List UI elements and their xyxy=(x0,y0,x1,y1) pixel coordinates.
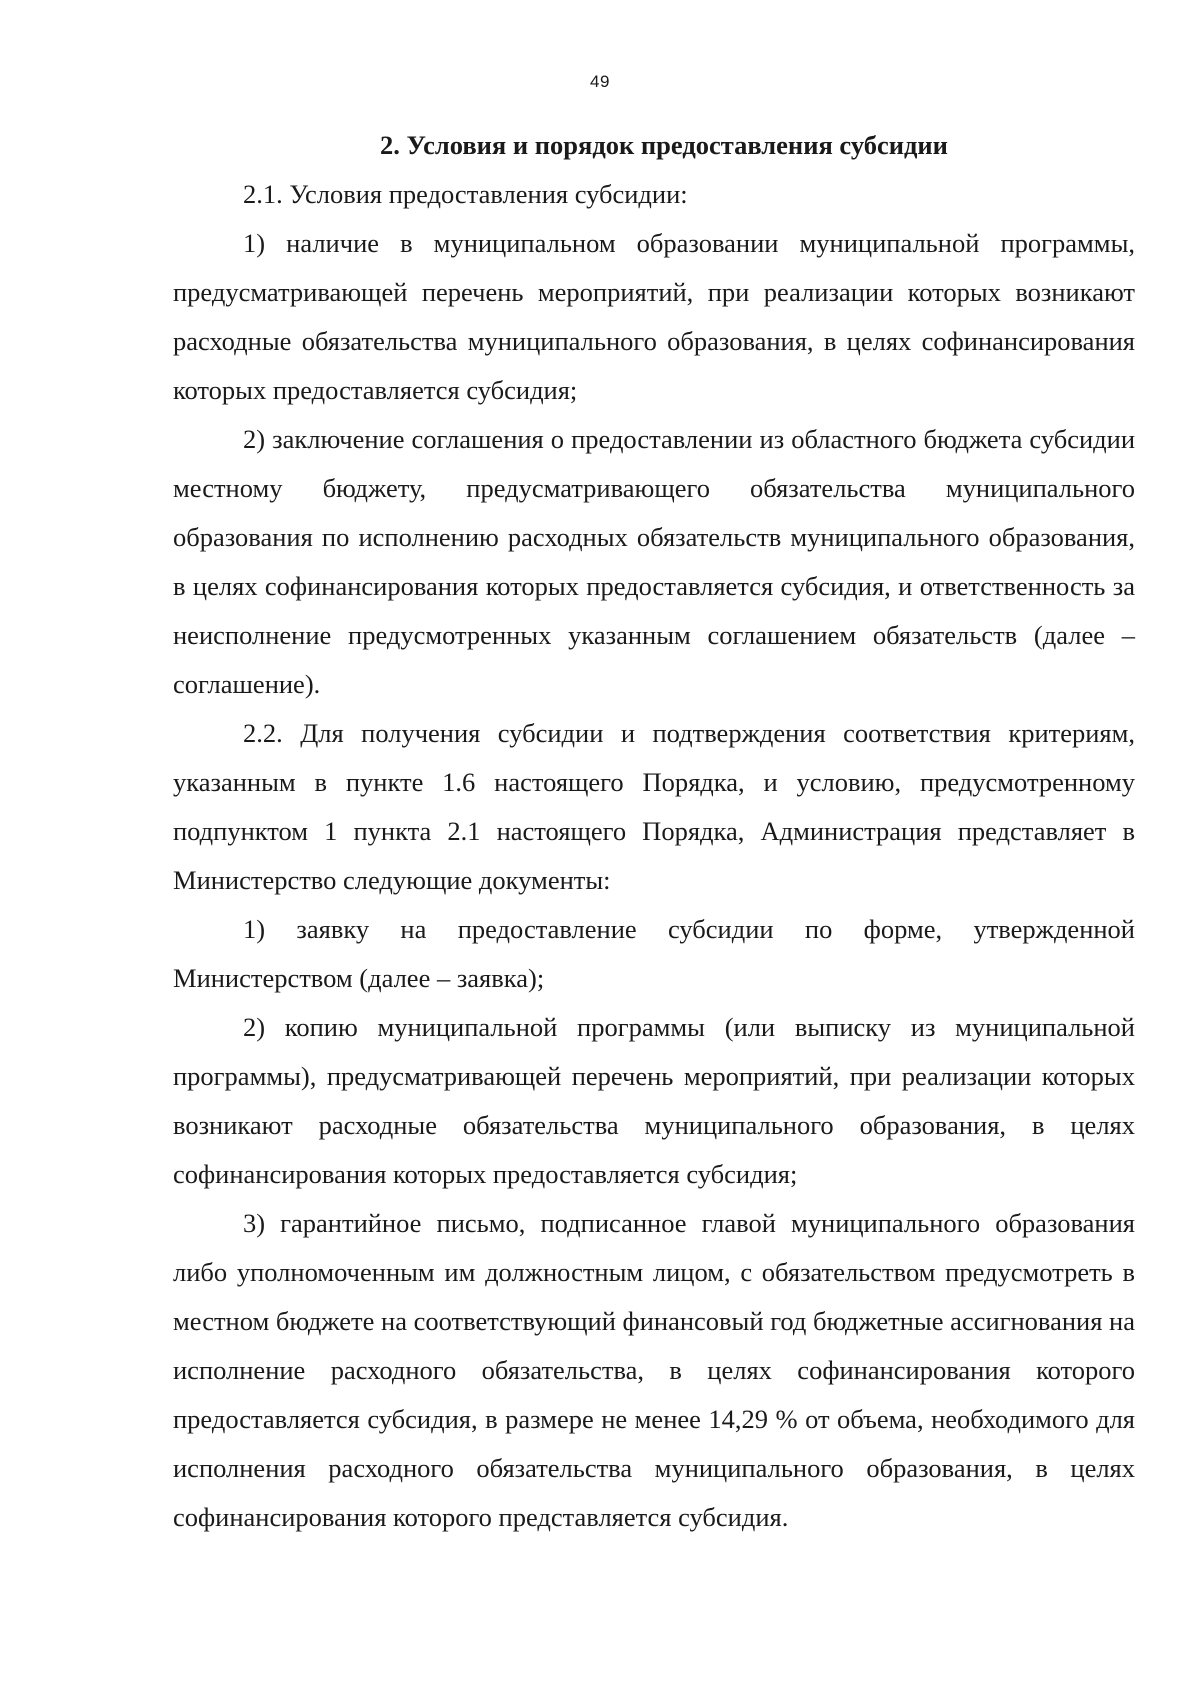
paragraph-2-1-item-2: 2) заключение соглашения о предоставлении из областного бюджета субсидии местному бюджету, предусматривающего обязательства муниципального образования по исполнению расходных обязательств муниципального образования, в целях софинансирования которых предоставляется субсидия, и ответственность за неисполнение предусмотренных указанным соглашением обязательств (далее – соглашение). xyxy=(173,424,1135,699)
paragraph-2-2: 2.2. Для получения субсидии и подтверждения соответствия критериям, указанным в пункте 1.6 настоящего Порядка, и условию, предусмотренному подпунктом 1 пункта 2.1 настоящего Порядка, Администрация представляет в Министерство следующие документы: xyxy=(173,718,1135,895)
paragraph-2-1-item-1: 1) наличие в муниципальном образовании муниципальной программы, предусматривающей перечень мероприятий, при реализации которых возникают расходные обязательства муниципального образования, в целях софинансирования которых предоставляется субсидия; xyxy=(173,228,1135,405)
paragraph-2-2-item-2: 2) копию муниципальной программы (или выписку из муниципальной программы), предусматривающей перечень мероприятий, при реализации которых возникают расходные обязательства муниципального образования, в целях софинансирования которых предоставляется субсидия; xyxy=(173,1012,1135,1189)
page-number: 49 xyxy=(590,72,610,91)
section-title: 2. Условия и порядок предоставления субсидии xyxy=(380,130,948,160)
paragraph-2-1: 2.1. Условия предоставления субсидии: xyxy=(243,179,688,209)
paragraph-2-2-item-3: 3) гарантийное письмо, подписанное главой муниципального образования либо уполномоченным им должностным лицом, с обязательством предусмотреть в местном бюджете на соответствующий финансовый год бюджетные ассигнования на исполнение расходного обязательства, в целях софинансирования которого предоставляется субсидия, в размере не менее 14,29 % от объема, необходимого для исполнения расходного обязательства муниципального образования, в целях софинансирования которого представляется субсидия. xyxy=(173,1208,1135,1532)
document-body xyxy=(173,121,1135,1542)
paragraph-2-2-item-1: 1) заявку на предоставление субсидии по форме, утвержденной Министерством (далее – заявка); xyxy=(173,914,1135,993)
